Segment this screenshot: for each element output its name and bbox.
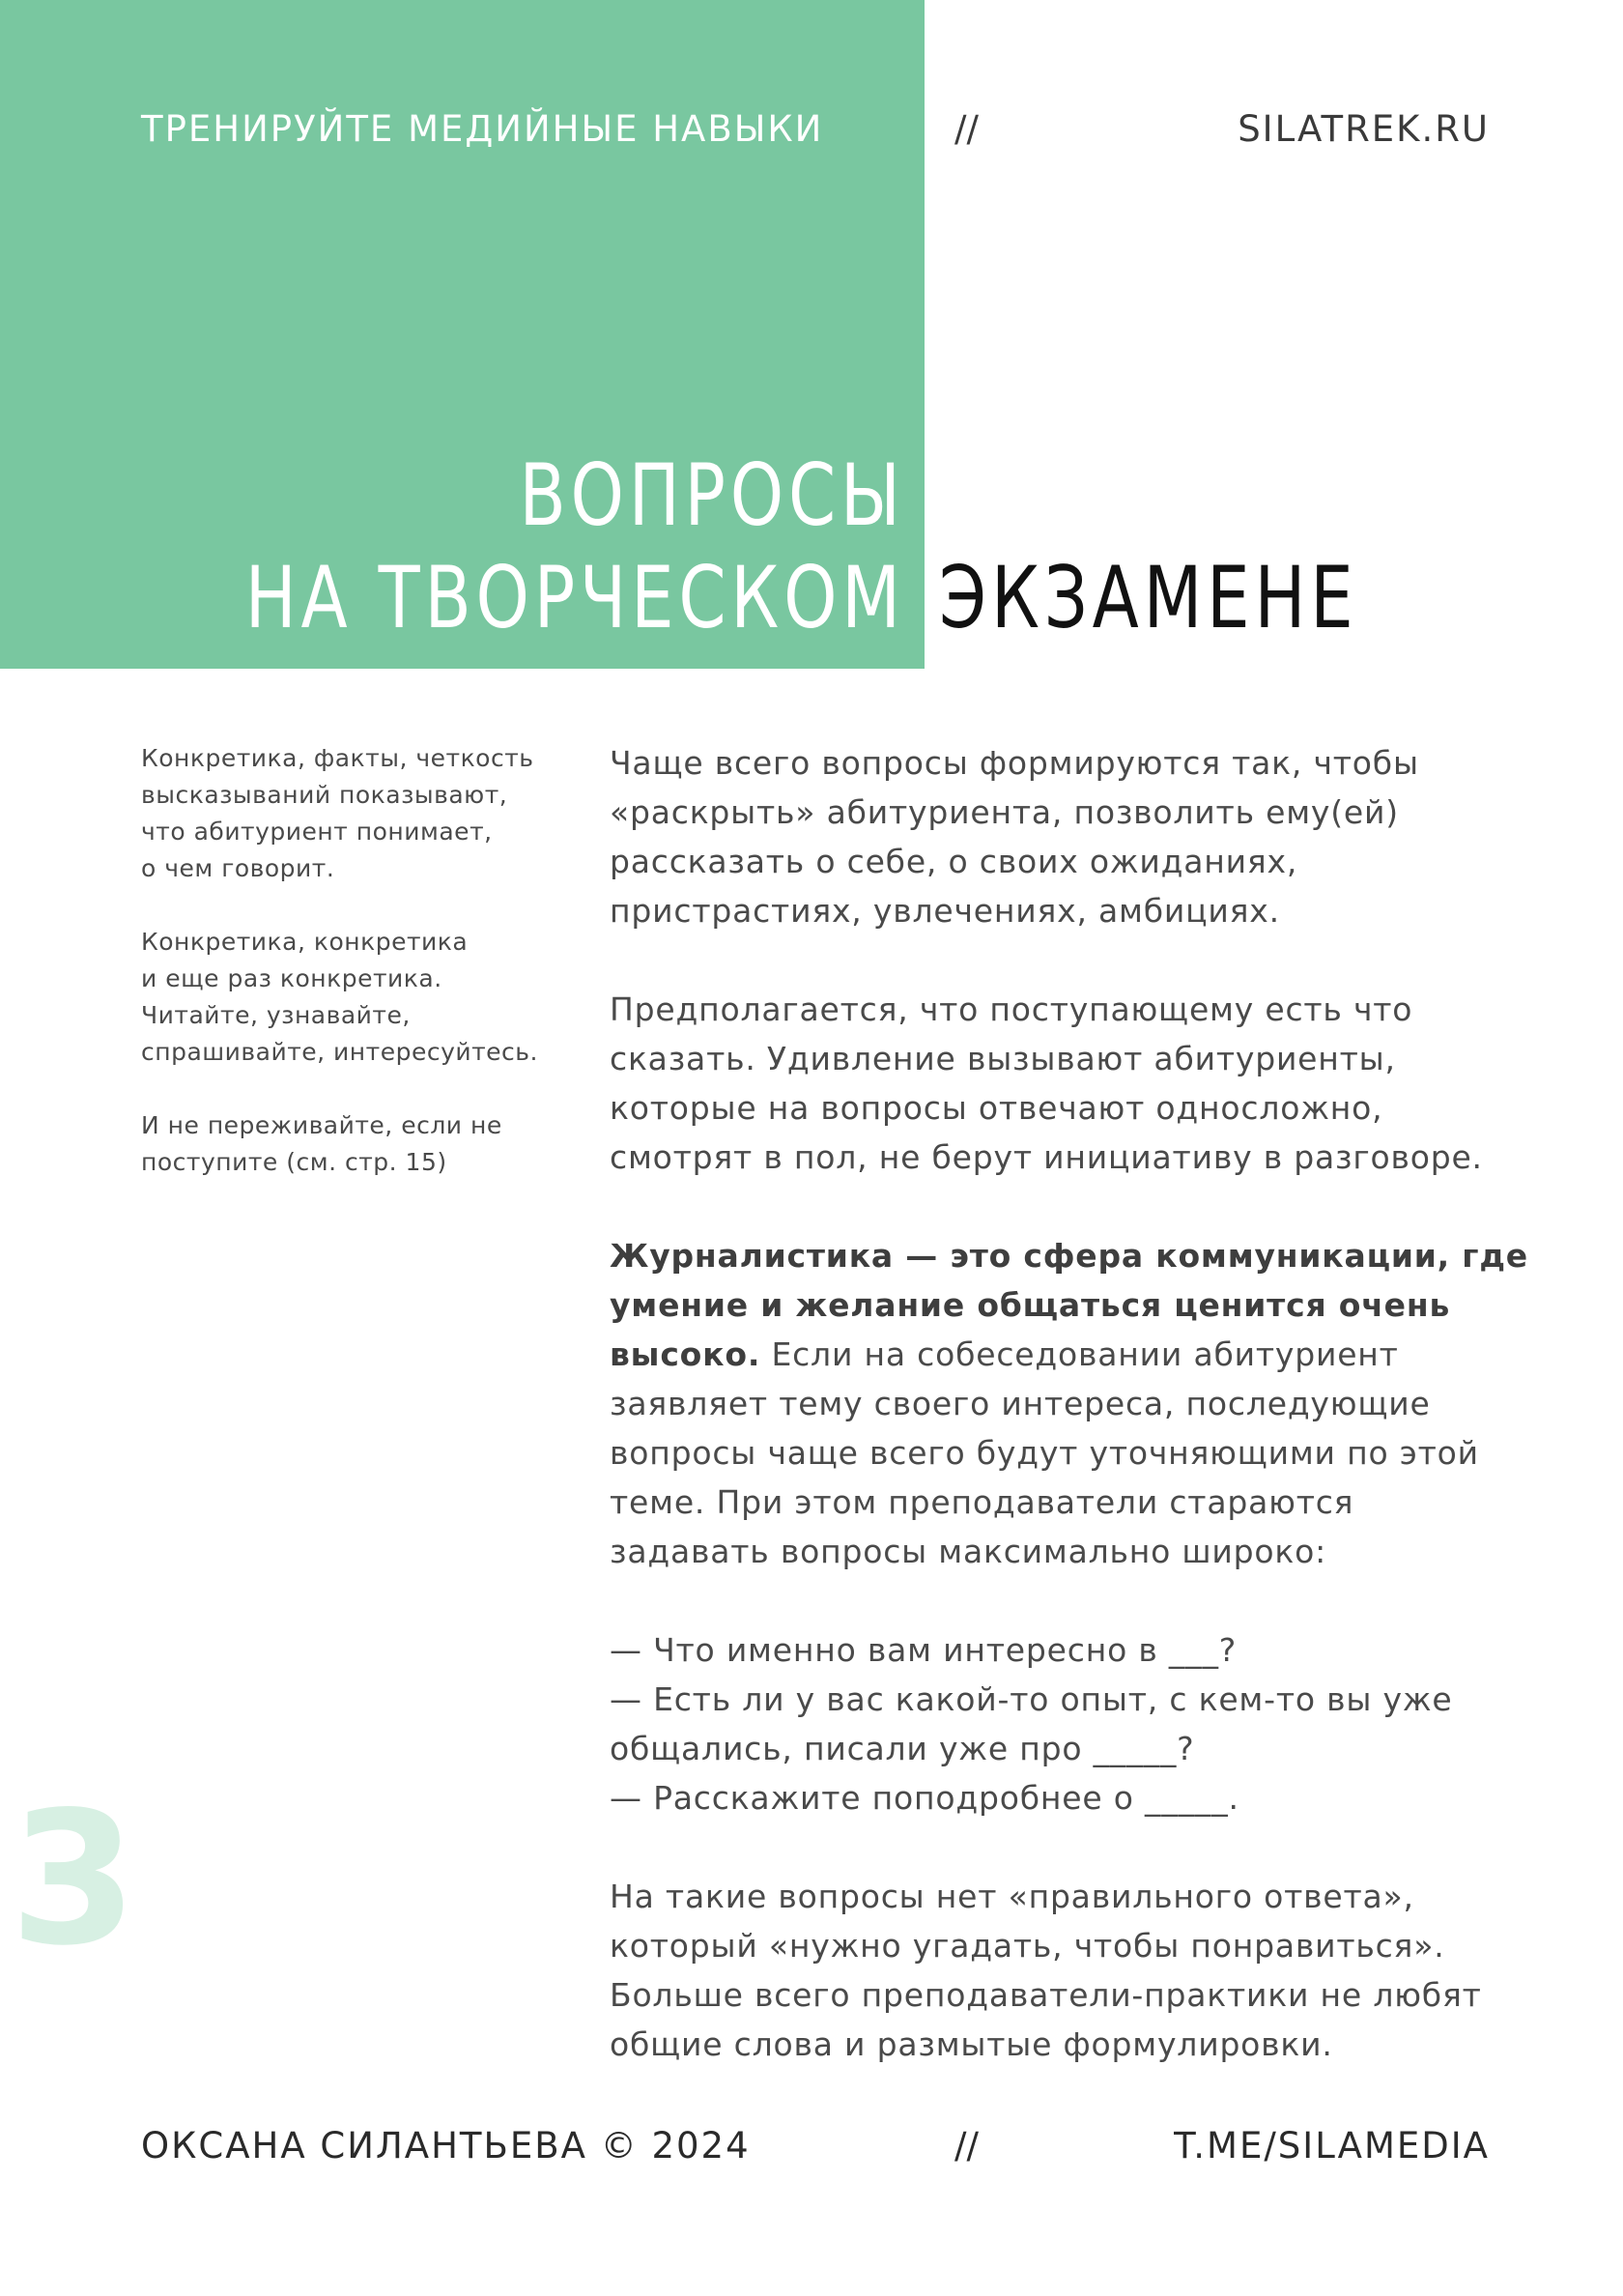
body-paragraph: На такие вопросы нет «правильного ответа», который «нужно угадать, чтобы понравиться». Больше всего преподаватели-практики не любят общие слова и размытые формулировки. xyxy=(610,1878,1482,2063)
body-paragraph: Чаще всего вопросы формируются так, чтобы «раскрыть» абитуриента, позволить ему(ей) рассказать о себе, о своих ожиданиях, пристрастиях, увлечениях, амбициях. xyxy=(610,744,1419,930)
footer-author: ОКСАНА СИЛАНТЬЕВА © 2024 xyxy=(141,2125,751,2167)
body-paragraph-journalism xyxy=(610,1231,1576,1576)
header-separator: // xyxy=(954,108,979,150)
page-number: 3 xyxy=(10,1772,138,1986)
main-text xyxy=(610,738,1576,2118)
page-title xyxy=(245,445,905,649)
body-paragraph: Предполагается, что поступающему есть что сказать. Удивление вызывают абитуриенты, которые на вопросы отвечают односложно, смотрят в пол, не берут инициативу в разговоре. xyxy=(610,990,1483,1176)
sidebar-paragraph: Конкретика, факты, четкость высказываний показывают, что абитуриент понимает, о чем говорит. xyxy=(141,744,534,882)
title-line-2: НА ТВОРЧЕСКОМ xyxy=(244,548,905,647)
sidebar-paragraph: И не переживайте, если не поступите (см. стр. 15) xyxy=(141,1111,502,1176)
question-item: — Есть ли у вас какой-то опыт, с кем-то вы уже общались, писали уже про _____? xyxy=(610,1680,1453,1767)
title-line-2-continued: ЭКЗАМЕНЕ xyxy=(939,548,1358,647)
question-item: — Расскажите поподробнее о _____. xyxy=(610,1779,1239,1817)
question-item: — Что именно вам интересно в ___? xyxy=(610,1631,1238,1669)
sidebar-notes xyxy=(141,740,566,1218)
question-list xyxy=(610,1625,1576,1822)
footer-separator: // xyxy=(954,2125,979,2167)
header-tagline: ТРЕНИРУЙТЕ МЕДИЙНЫЕ НАВЫКИ xyxy=(141,108,824,150)
paragraph-continuation: Если на собеседовании абитуриент заявляет тему своего интереса, последующие вопросы чаще всего будут уточняющими по этой теме. При этом преподаватели стараются задавать вопросы максимально широко: xyxy=(610,1335,1479,1570)
sidebar-paragraph: Конкретика, конкретика и еще раз конкретика. Читайте, узнавайте, спрашивайте, интересуйтесь. xyxy=(141,928,538,1066)
header-site-link[interactable]: SILATREK.RU xyxy=(1238,108,1490,150)
footer-telegram-link[interactable]: T.ME/SILAMEDIA xyxy=(1174,2125,1490,2167)
title-line-1: ВОПРОСЫ xyxy=(519,445,905,545)
bold-statement: Журналистика — это сфера коммуникации, где умение и желание общаться ценится очень высоко. xyxy=(610,1237,1528,1373)
